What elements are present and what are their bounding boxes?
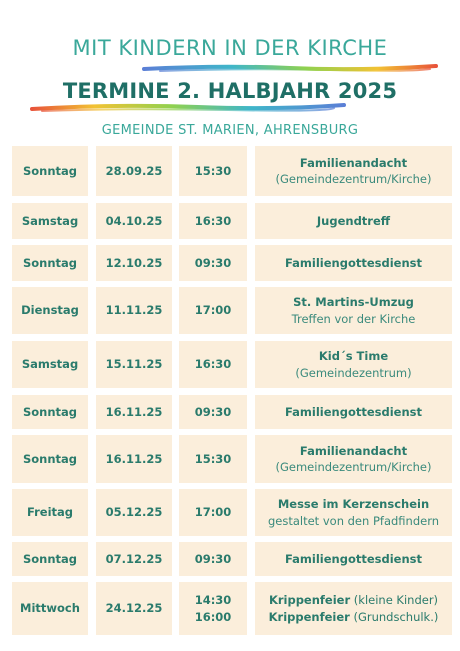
date-text: 05.12.25 bbox=[105, 505, 163, 520]
event-cell bbox=[255, 489, 452, 536]
rainbow-brushstroke-top bbox=[140, 62, 440, 74]
date-cell bbox=[96, 489, 172, 536]
day-text: Samstag bbox=[21, 213, 79, 228]
event-title: Familienandacht bbox=[299, 155, 408, 170]
day-cell bbox=[12, 435, 88, 483]
event-subtitle: gestaltet von den Pfadfindern bbox=[267, 513, 440, 528]
event-title: St. Martins-Umzug bbox=[293, 295, 414, 310]
day-cell bbox=[12, 146, 88, 196]
event-cell bbox=[255, 395, 452, 429]
page-title: MIT KINDERN IN DER KIRCHE bbox=[72, 36, 388, 60]
date-cell bbox=[96, 582, 172, 635]
event-title: Familiengottesdienst bbox=[284, 551, 422, 566]
time-cell bbox=[179, 245, 247, 281]
table-row bbox=[12, 146, 452, 196]
time-text: 15:30 bbox=[194, 451, 232, 466]
table-row bbox=[12, 341, 452, 388]
parish-name: GEMEINDE ST. MARIEN, AHRENSBURG bbox=[101, 123, 359, 138]
table-row bbox=[12, 245, 452, 281]
time-text: 14:30 bbox=[194, 593, 232, 608]
date-cell bbox=[96, 341, 172, 388]
day-text: Sonntag bbox=[22, 163, 78, 178]
time-cell bbox=[179, 146, 247, 196]
event-cell bbox=[255, 542, 452, 576]
day-text: Freitag bbox=[26, 505, 74, 520]
event-title: Kid´s Time bbox=[318, 349, 389, 364]
day-text: Sonntag bbox=[22, 451, 78, 466]
time-cell bbox=[179, 435, 247, 483]
event-note-2: (Grundschulk.) bbox=[353, 609, 439, 624]
date-cell bbox=[96, 203, 172, 239]
date-cell bbox=[96, 146, 172, 196]
event-cell bbox=[255, 203, 452, 239]
event-subtitle: Treffen vor der Kirche bbox=[291, 311, 416, 326]
time-cell bbox=[179, 287, 247, 334]
date-text: 16.11.25 bbox=[105, 451, 163, 466]
day-text: Samstag bbox=[21, 357, 79, 372]
date-cell bbox=[96, 542, 172, 576]
day-cell bbox=[12, 245, 88, 281]
time-text: 09:30 bbox=[194, 404, 232, 419]
time-cell bbox=[179, 341, 247, 388]
time-text: 17:00 bbox=[194, 303, 232, 318]
event-line-2 bbox=[269, 609, 439, 625]
date-text: 24.12.25 bbox=[105, 601, 163, 616]
time-text: 16:30 bbox=[194, 213, 232, 228]
event-cell bbox=[255, 582, 452, 635]
date-cell bbox=[96, 395, 172, 429]
date-text: 15.11.25 bbox=[105, 357, 163, 372]
day-cell bbox=[12, 341, 88, 388]
day-text: Sonntag bbox=[22, 404, 78, 419]
event-title: Familiengottesdienst bbox=[284, 255, 422, 270]
event-cell bbox=[255, 287, 452, 334]
event-cell bbox=[255, 435, 452, 483]
date-text: 12.10.25 bbox=[105, 255, 163, 270]
event-title: Familiengottesdienst bbox=[284, 404, 422, 419]
day-text: Sonntag bbox=[22, 255, 78, 270]
table-row bbox=[12, 582, 452, 635]
date-cell bbox=[96, 245, 172, 281]
event-subtitle: (Gemeindezentrum) bbox=[295, 365, 412, 380]
time-text: 16:30 bbox=[194, 357, 232, 372]
time-cell bbox=[179, 542, 247, 576]
event-cell bbox=[255, 341, 452, 388]
day-text: Mittwoch bbox=[20, 601, 80, 616]
time-text: 09:30 bbox=[194, 551, 232, 566]
date-text: 07.12.25 bbox=[105, 551, 163, 566]
event-cell bbox=[255, 146, 452, 196]
table-row bbox=[12, 287, 452, 334]
event-note: (kleine Kinder) bbox=[353, 593, 439, 608]
table-row bbox=[12, 489, 452, 536]
time-cell bbox=[179, 203, 247, 239]
time-cell bbox=[179, 582, 247, 635]
date-text: 16.11.25 bbox=[105, 404, 163, 419]
date-cell bbox=[96, 435, 172, 483]
date-text: 11.11.25 bbox=[105, 303, 163, 318]
table-row bbox=[12, 395, 452, 429]
schedule-subtitle: TERMINE 2. HALBJAHR 2025 bbox=[62, 79, 398, 103]
event-title: Krippenfeier bbox=[268, 593, 351, 608]
day-cell bbox=[12, 489, 88, 536]
event-subtitle: (Gemeindezentrum/Kirche) bbox=[275, 172, 432, 186]
day-cell bbox=[12, 395, 88, 429]
event-title: Jugendtreff bbox=[316, 213, 391, 228]
time-text: 09:30 bbox=[194, 255, 232, 270]
event-title: Familienandacht bbox=[299, 443, 408, 458]
event-cell bbox=[255, 245, 452, 281]
date-text: 04.10.25 bbox=[105, 213, 163, 228]
date-text: 28.09.25 bbox=[105, 163, 163, 178]
day-cell bbox=[12, 203, 88, 239]
date-cell bbox=[96, 287, 172, 334]
event-title-2: Krippenfeier bbox=[268, 609, 350, 624]
event-title: Messe im Kerzenschein bbox=[277, 497, 430, 512]
table-row bbox=[12, 542, 452, 576]
day-cell bbox=[12, 582, 88, 635]
table-row bbox=[12, 203, 452, 239]
day-text: Dienstag bbox=[21, 303, 79, 318]
day-cell bbox=[12, 287, 88, 334]
time-text: 17:00 bbox=[194, 505, 232, 520]
time-cell bbox=[179, 395, 247, 429]
event-subtitle: (Gemeindezentrum/Kirche) bbox=[275, 460, 432, 474]
event-line-1 bbox=[269, 592, 438, 608]
day-cell bbox=[12, 542, 88, 576]
time-text: 15:30 bbox=[194, 163, 232, 178]
day-text: Sonntag bbox=[22, 551, 78, 566]
rainbow-brushstroke-bottom bbox=[28, 100, 348, 114]
time-text-2: 16:00 bbox=[194, 609, 232, 624]
table-row bbox=[12, 435, 452, 483]
time-cell bbox=[179, 489, 247, 536]
